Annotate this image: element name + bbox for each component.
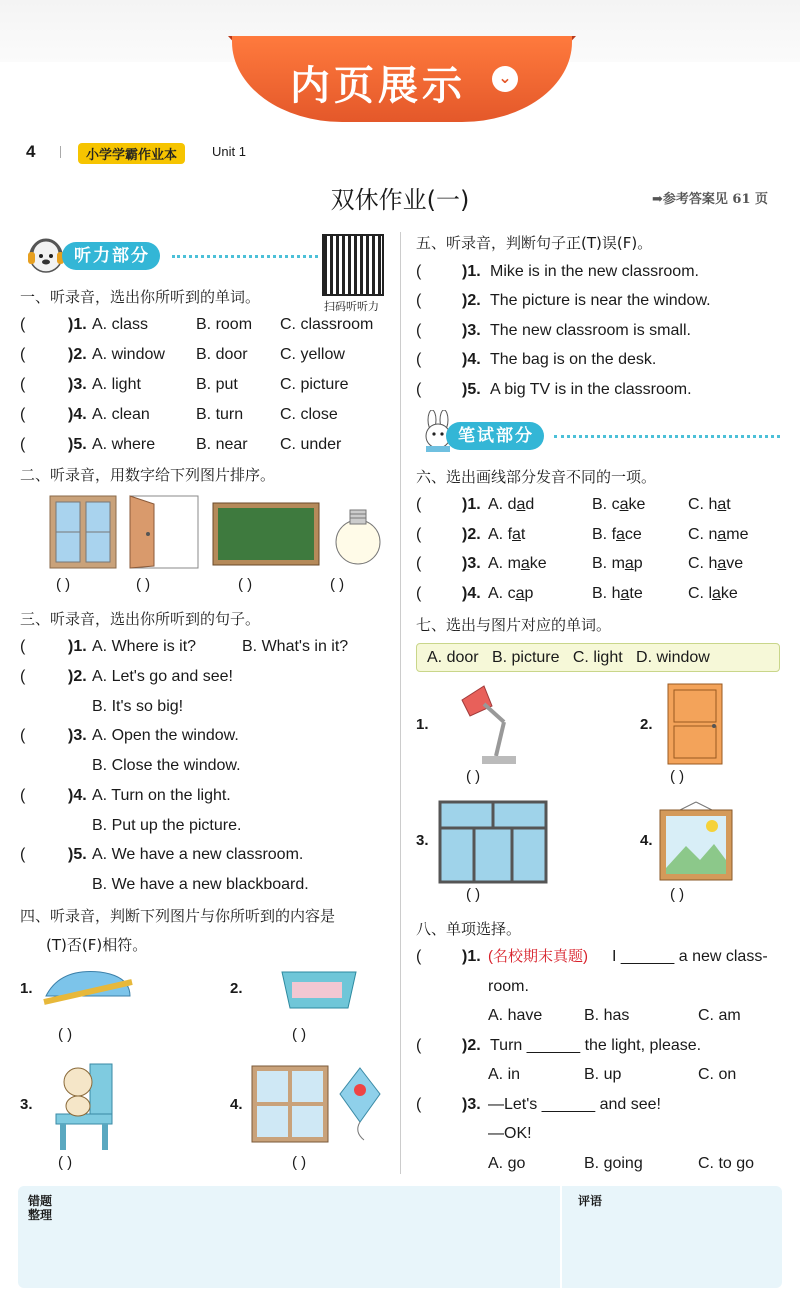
- option-c: C. to go: [698, 1155, 755, 1172]
- banner-title: 内页展示: [290, 63, 466, 109]
- q4-blank-3[interactable]: ( ): [58, 1154, 73, 1171]
- q7-label-3: 3.: [416, 832, 429, 849]
- option-b: B. has: [584, 1007, 630, 1024]
- item-number: )3.: [462, 555, 481, 572]
- writing-section-label: 笔试部分: [446, 422, 544, 450]
- item-number: )2.: [462, 292, 481, 309]
- lamp-picture: [458, 682, 528, 766]
- answer-paren[interactable]: (: [416, 585, 422, 602]
- answer-paren[interactable]: (: [20, 846, 26, 863]
- answer-paren[interactable]: (: [416, 526, 422, 543]
- option-b: B. going: [584, 1155, 643, 1172]
- option-a: A. make: [488, 555, 547, 572]
- q7-blank-3[interactable]: ( ): [466, 886, 481, 903]
- item-number: )3.: [462, 1096, 481, 1113]
- option-b: B. What's in it?: [242, 638, 349, 655]
- answer-paren[interactable]: (: [416, 1037, 422, 1054]
- option-a: A. Turn on the light.: [92, 787, 231, 804]
- door-picture-2: [666, 682, 724, 766]
- list-item: [20, 314, 400, 336]
- page-number: 4: [26, 142, 36, 161]
- option-c: C. close: [280, 406, 338, 423]
- footer-divider: [560, 1186, 562, 1288]
- option-b: B. door: [196, 346, 248, 363]
- option-b: B. turn: [196, 406, 244, 423]
- item-number: )3.: [68, 727, 87, 744]
- option-a: A. dad: [488, 496, 535, 513]
- footer-notes-box[interactable]: [18, 1186, 782, 1288]
- q7-label-1: 1.: [416, 716, 429, 733]
- q2-blank-4[interactable]: ( ): [330, 576, 345, 593]
- answer-paren[interactable]: (: [416, 263, 422, 280]
- option-b: B. hate: [592, 585, 643, 602]
- list-item: [416, 320, 796, 342]
- kite-picture: [336, 1064, 384, 1144]
- option-a: A. go: [488, 1155, 526, 1172]
- item-number: )3.: [68, 376, 87, 393]
- item-number: )2.: [68, 668, 87, 685]
- list-item: [20, 785, 400, 807]
- question-text: I ______ a new class-: [612, 948, 768, 965]
- list-item: [20, 666, 400, 688]
- list-item: [416, 1094, 796, 1116]
- q8-title: 八、单项选择。: [416, 920, 522, 938]
- item-number: )2.: [462, 526, 481, 543]
- option-b: B. near: [196, 436, 248, 453]
- option-c: C. classroom: [280, 316, 374, 333]
- option-a: A. window: [92, 346, 165, 363]
- option-c: C. picture: [280, 376, 349, 393]
- option-a: A. have: [488, 1007, 543, 1024]
- q4-blank-2[interactable]: ( ): [292, 1026, 307, 1043]
- list-item: [416, 583, 796, 605]
- answer-paren[interactable]: (: [20, 406, 26, 423]
- list-item: [20, 344, 400, 366]
- pencil-box-picture: [278, 962, 360, 1012]
- answer-paren[interactable]: (: [416, 496, 422, 513]
- word-option: A. door: [427, 649, 479, 666]
- q6-title: 六、选出画线部分发音不同的一项。: [416, 468, 657, 486]
- list-item: [20, 725, 400, 747]
- option-b: B. room: [196, 316, 253, 333]
- item-number: )1.: [462, 263, 481, 280]
- section-dotted-line: [554, 435, 780, 438]
- answer-paren[interactable]: (: [416, 948, 422, 965]
- window-picture: [48, 494, 118, 570]
- q2-blank-1[interactable]: ( ): [56, 576, 71, 593]
- statement-text: Mike is in the new classroom.: [490, 263, 699, 280]
- statement-text: The picture is near the window.: [490, 292, 711, 309]
- list-item: [416, 524, 796, 546]
- item-number: )5.: [462, 381, 481, 398]
- options-row: [488, 1153, 788, 1175]
- item-number: )2.: [462, 1037, 481, 1054]
- answer-paren[interactable]: (: [20, 668, 26, 685]
- answer-paren[interactable]: (: [416, 351, 422, 368]
- option-a: A. clean: [92, 406, 150, 423]
- mistakes-label: 错题 整理: [28, 1194, 53, 1222]
- option-a: A. fat: [488, 526, 526, 543]
- option-b: B. Put up the picture.: [92, 817, 242, 834]
- q1-title: 一、听录音，选出你所听到的单词。: [20, 288, 261, 306]
- q4-title-line2: (T)否(F)相符。: [46, 936, 148, 954]
- option-a: A. We have a new classroom.: [92, 846, 304, 863]
- list-item: [416, 494, 796, 516]
- list-item: [416, 553, 796, 575]
- option-a: A. cap: [488, 585, 534, 602]
- statement-text: The new classroom is small.: [490, 322, 691, 339]
- option-c: C. lake: [688, 585, 738, 602]
- item-number: )4.: [68, 406, 87, 423]
- q5-title: 五、听录音，判断句子正(T)误(F)。: [416, 234, 653, 252]
- option-b: B. face: [592, 526, 642, 543]
- q2-title: 二、听录音，用数字给下列图片排序。: [20, 466, 276, 484]
- option-a: A. where: [92, 436, 156, 453]
- q3-title: 三、听录音，选出你所听到的句子。: [20, 610, 261, 628]
- list-item: [416, 290, 796, 312]
- option-b: B. map: [592, 555, 643, 572]
- column-divider: [400, 232, 401, 1174]
- option-c: C. under: [280, 436, 342, 453]
- answer-paren[interactable]: (: [20, 316, 26, 333]
- list-item: [416, 946, 796, 968]
- option-c: C. hat: [688, 496, 731, 513]
- statement-text: A big TV is in the classroom.: [490, 381, 692, 398]
- answer-paren[interactable]: (: [416, 292, 422, 309]
- list-item: [416, 1035, 796, 1057]
- q7-title: 七、选出与图片对应的单词。: [416, 616, 612, 634]
- cap-pencil-picture: [40, 962, 136, 1014]
- options-row: [488, 1064, 788, 1086]
- answer-paren[interactable]: (: [416, 381, 422, 398]
- answer-paren[interactable]: (: [20, 436, 26, 453]
- item-number: )4.: [462, 585, 481, 602]
- option-c: C. name: [688, 526, 749, 543]
- qr-code-icon[interactable]: [322, 234, 384, 296]
- window-picture-3: [438, 800, 548, 884]
- q2-blank-3[interactable]: ( ): [238, 576, 253, 593]
- q7-label-2: 2.: [640, 716, 653, 733]
- option-b: B. put: [196, 376, 238, 393]
- answer-paren[interactable]: (: [20, 376, 26, 393]
- list-item: [416, 379, 796, 401]
- q4-title-line1: 四、听录音，判断下列图片与你所听到的内容是: [20, 907, 336, 925]
- q2-blank-2[interactable]: ( ): [136, 576, 151, 593]
- option-a: A. in: [488, 1066, 521, 1083]
- item-number: )5.: [68, 436, 87, 453]
- q4-label-2: 2.: [230, 980, 243, 997]
- answer-paren[interactable]: (: [20, 346, 26, 363]
- page-title: 双休作业(一): [330, 186, 470, 214]
- q4-label-3: 3.: [20, 1096, 33, 1113]
- book-name-badge: 小学学霸作业本: [78, 143, 185, 164]
- list-item: [20, 404, 400, 426]
- list-item: [416, 349, 796, 371]
- option-b: B. cake: [592, 496, 646, 513]
- options-row: [488, 1005, 788, 1027]
- item-number: )1.: [68, 638, 87, 655]
- question-text: —Let's ______ and see!: [488, 1096, 661, 1113]
- answer-paren[interactable]: (: [416, 322, 422, 339]
- lightbulb-picture: [330, 500, 386, 572]
- word-option: B. picture: [491, 649, 560, 666]
- item-number: )3.: [462, 322, 481, 339]
- option-c: C. have: [688, 555, 744, 572]
- option-a: A. light: [92, 376, 141, 393]
- item-number: )1.: [462, 496, 481, 513]
- q7-blank-1[interactable]: ( ): [466, 768, 481, 785]
- statement-text: The bag is on the desk.: [490, 351, 657, 368]
- q4-blank-1[interactable]: ( ): [58, 1026, 73, 1043]
- blackboard-picture: [212, 502, 320, 566]
- answer-paren[interactable]: (: [416, 555, 422, 572]
- option-b: B. Close the window.: [92, 757, 241, 774]
- list-item: [20, 434, 400, 456]
- door-picture: [128, 494, 200, 570]
- item-number: )4.: [462, 351, 481, 368]
- window-picture-2: [250, 1064, 330, 1144]
- answer-reference: ➡参考答案见 61 页: [652, 192, 769, 207]
- q4-label-1: 1.: [20, 980, 33, 997]
- answer-paren[interactable]: (: [20, 638, 26, 655]
- item-number: )5.: [68, 846, 87, 863]
- header-divider: [60, 146, 61, 158]
- answer-paren[interactable]: (: [416, 1096, 422, 1113]
- list-item: [416, 261, 796, 283]
- option-b: B. up: [584, 1066, 622, 1083]
- section-dotted-line: [172, 255, 318, 258]
- question-text: Turn ______ the light, please.: [490, 1037, 702, 1054]
- option-b: B. It's so big!: [92, 698, 184, 715]
- q7-blank-2[interactable]: ( ): [670, 768, 685, 785]
- q1-list: [20, 314, 400, 456]
- option-a: A. class: [92, 316, 149, 333]
- word-option: C. light: [572, 649, 623, 666]
- list-item: [20, 374, 400, 396]
- option-c: C. am: [698, 1007, 741, 1024]
- option-c: C. on: [698, 1066, 737, 1083]
- item-number: )1.: [462, 948, 481, 965]
- option-a: A. Open the window.: [92, 727, 239, 744]
- source-tag: (名校期末真题): [488, 948, 588, 965]
- picture-frame: [656, 798, 736, 884]
- list-item: [20, 636, 400, 658]
- qr-label: 扫码听听力: [324, 300, 379, 313]
- item-number: )4.: [68, 787, 87, 804]
- comments-label: 评语: [578, 1194, 603, 1208]
- q4-label-4: 4.: [230, 1096, 243, 1113]
- unit-label: Unit 1: [212, 144, 246, 159]
- answer-paren[interactable]: (: [20, 727, 26, 744]
- dog-on-chair-picture: [46, 1058, 120, 1152]
- q7-label-4: 4.: [640, 832, 653, 849]
- item-number: )2.: [68, 346, 87, 363]
- answer-paren[interactable]: (: [20, 787, 26, 804]
- word-option: D. window: [636, 649, 710, 666]
- option-c: C. yellow: [280, 346, 345, 363]
- q7-blank-4[interactable]: ( ): [670, 886, 685, 903]
- question-text-cont: —OK!: [488, 1125, 532, 1142]
- q4-blank-4[interactable]: ( ): [292, 1154, 307, 1171]
- list-item: [20, 844, 400, 866]
- option-a: A. Where is it?: [92, 638, 197, 655]
- option-b: B. We have a new blackboard.: [92, 876, 309, 893]
- chevron-down-icon[interactable]: ⌄: [492, 66, 518, 92]
- listening-section-label: 听力部分: [62, 242, 160, 270]
- option-a: A. Let's go and see!: [92, 668, 233, 685]
- item-number: )1.: [68, 316, 87, 333]
- word-bank: [416, 643, 780, 672]
- question-text-cont: room.: [488, 978, 529, 995]
